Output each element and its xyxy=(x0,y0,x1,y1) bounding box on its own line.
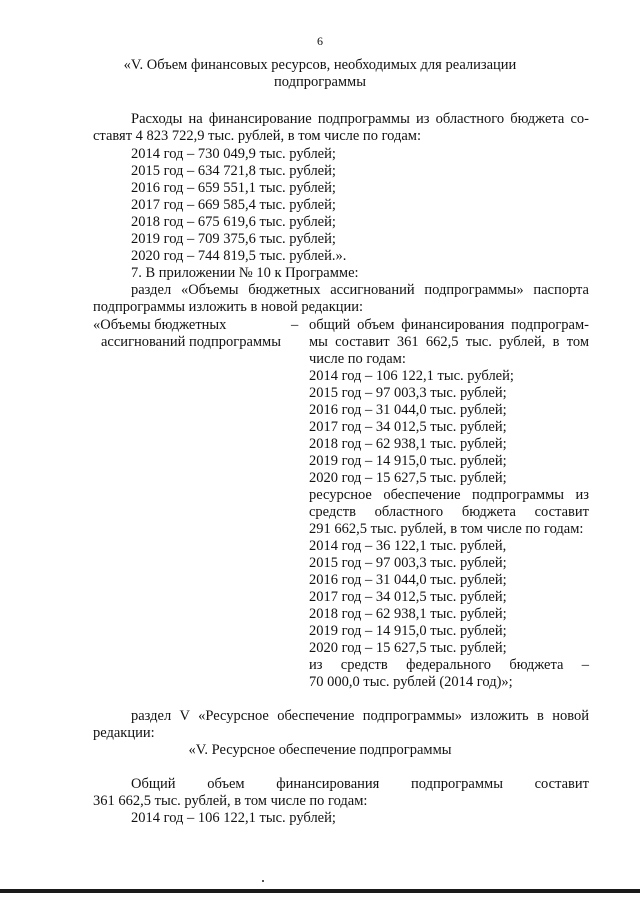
total-year-2017: 2017 год – 34 012,5 тыс. рублей; xyxy=(309,419,507,435)
federal-line-2: 70 000,0 тыс. рублей (2014 год)»; xyxy=(309,674,513,690)
intro-line-2: ставят 4 823 722,9 тыс. рублей, в том числе по годам: xyxy=(93,128,421,144)
section5-intro-line-2: редакции: xyxy=(93,725,155,741)
table-left-line-2: ассигнований подпрограммы xyxy=(101,334,281,350)
passport-intro-line-2: подпрограммы изложить в новой редакции: xyxy=(93,299,364,315)
regional-year-2018: 2018 год – 675 619,6 тыс. рублей; xyxy=(131,214,336,230)
total-year-2015: 2015 год – 97 003,3 тыс. рублей; xyxy=(309,385,507,401)
regional2-year-2019: 2019 год – 14 915,0 тыс. рублей; xyxy=(309,623,507,639)
resource-line-1: ресурсное обеспечение подпрограммы из xyxy=(309,487,589,503)
regional2-year-2016: 2016 год – 31 044,0 тыс. рублей; xyxy=(309,572,507,588)
page-number: 6 xyxy=(317,34,323,48)
regional-year-2014: 2014 год – 730 049,9 тыс. рублей; xyxy=(131,146,336,162)
regional2-year-2020: 2020 год – 15 627,5 тыс. рублей; xyxy=(309,640,507,656)
section5-intro-line-1: раздел V «Ресурсное обеспечение подпрограммы» изложить в новой xyxy=(131,708,589,724)
total-year-2020: 2020 год – 15 627,5 тыс. рублей; xyxy=(309,470,507,486)
regional-year-2015: 2015 год – 634 721,8 тыс. рублей; xyxy=(131,163,336,179)
table-left-line-1: «Объемы бюджетных xyxy=(93,317,227,333)
regional-year-2017: 2017 год – 669 585,4 тыс. рублей; xyxy=(131,197,336,213)
intro-line-1: Расходы на финансирование подпрограммы из областного бюджета со- xyxy=(131,111,589,127)
resource-line-3: 291 662,5 тыс. рублей, в том числе по годам: xyxy=(309,521,584,537)
federal-line-1: из средств федерального бюджета – xyxy=(309,657,589,673)
table-right-line-3: числе по годам: xyxy=(309,351,406,367)
resource-line-2: средств областного бюджета составит xyxy=(309,504,589,520)
total-year-2016: 2016 год – 31 044,0 тыс. рублей; xyxy=(309,402,507,418)
section5-body-line-1: Общий объем финансирования подпрограммы составит xyxy=(131,776,589,792)
regional2-year-2015: 2015 год – 97 003,3 тыс. рублей; xyxy=(309,555,507,571)
passport-intro-line-1: раздел «Объемы бюджетных ассигнований подпрограммы» паспорта xyxy=(131,282,589,298)
bottom-border-line xyxy=(0,889,640,893)
regional2-year-2014: 2014 год – 36 122,1 тыс. рублей, xyxy=(309,538,507,554)
regional2-year-2017: 2017 год – 34 012,5 тыс. рублей; xyxy=(309,589,507,605)
section-title-line-1: «V. Объем финансовых ресурсов, необходимых для реализации xyxy=(123,57,517,73)
section5-title: «V. Ресурсное обеспечение подпрограммы xyxy=(188,742,452,758)
regional-year-2020: 2020 год – 744 819,5 тыс. рублей.». xyxy=(131,248,347,264)
regional-year-2016: 2016 год – 659 551,1 тыс. рублей; xyxy=(131,180,336,196)
item-7: 7. В приложении № 10 к Программе: xyxy=(131,265,359,281)
table-right-line-1: общий объем финансирования подпрограм- xyxy=(309,317,589,333)
table-dash: – xyxy=(291,317,299,333)
total-year-2019: 2019 год – 14 915,0 тыс. рублей; xyxy=(309,453,507,469)
table-right-line-2: мы составит 361 662,5 тыс. рублей, в том xyxy=(309,334,589,350)
section5-body-line-2: 361 662,5 тыс. рублей, в том числе по годам: xyxy=(93,793,368,809)
section5-body-line-3: 2014 год – 106 122,1 тыс. рублей; xyxy=(131,810,336,826)
regional2-year-2018: 2018 год – 62 938,1 тыс. рублей; xyxy=(309,606,507,622)
section-title-line-2: подпрограммы xyxy=(274,74,366,90)
total-year-2018: 2018 год – 62 938,1 тыс. рублей; xyxy=(309,436,507,452)
total-year-2014: 2014 год – 106 122,1 тыс. рублей; xyxy=(309,368,514,384)
scan-speck xyxy=(262,880,264,882)
regional-year-2019: 2019 год – 709 375,6 тыс. рублей; xyxy=(131,231,336,247)
